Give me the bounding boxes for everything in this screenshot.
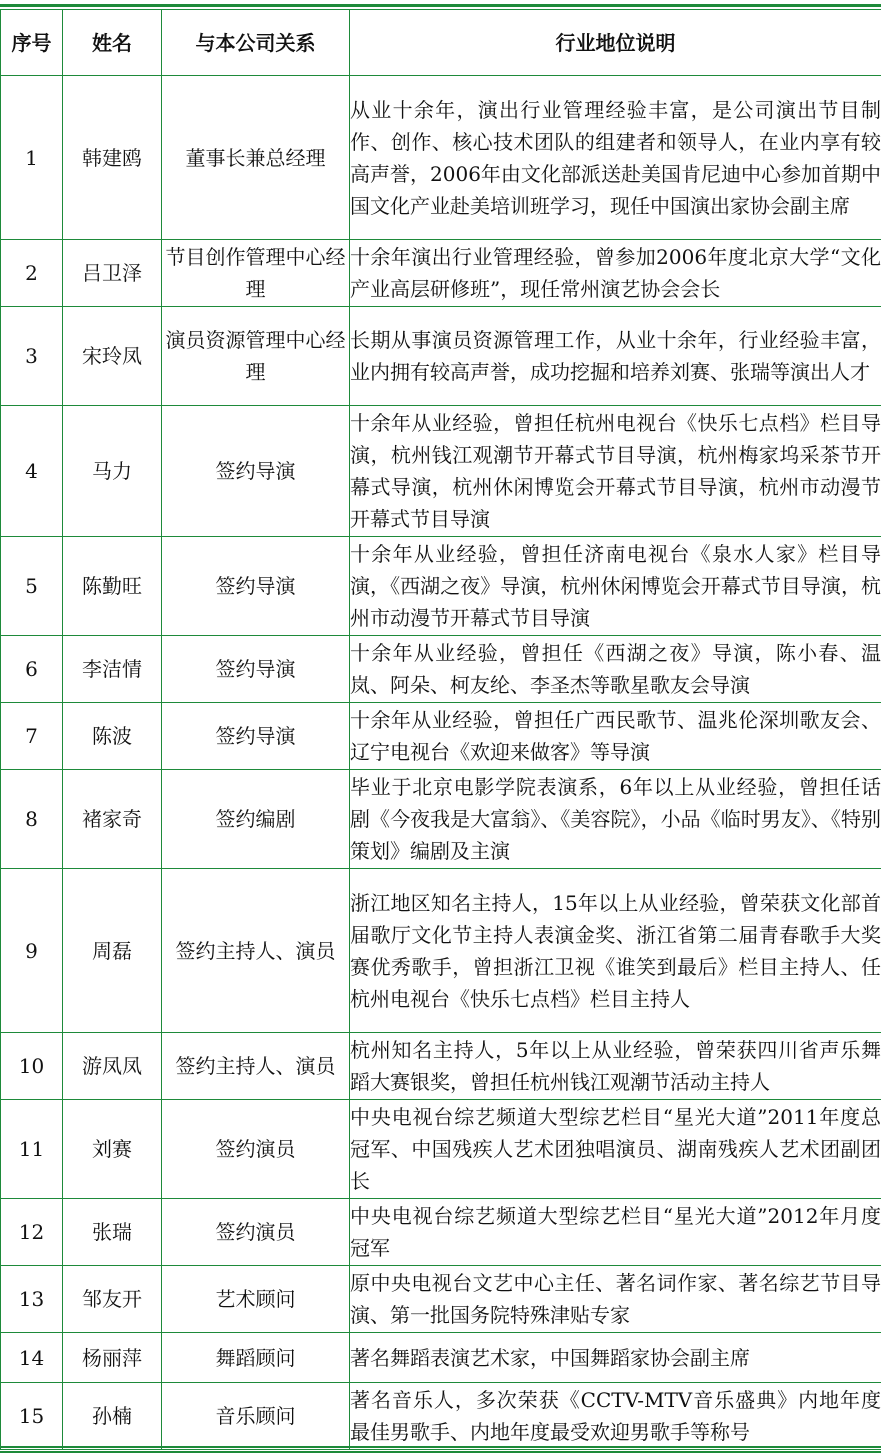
row-relation: 签约导演 — [162, 406, 350, 537]
row-description: 著名音乐人，多次荣获《CCTV-MTV音乐盛典》内地年度最佳男歌手、内地年度最受欢迎男歌手等称号 — [350, 1383, 881, 1450]
row-relation: 签约导演 — [162, 537, 350, 636]
row-name: 刘赛 — [63, 1100, 162, 1199]
top-rule — [0, 4, 881, 7]
row-name: 张瑞 — [63, 1199, 162, 1266]
row-index: 15 — [1, 1383, 63, 1450]
row-index: 13 — [1, 1266, 63, 1333]
row-description: 十余年从业经验，曾担任济南电视台《泉水人家》栏目导演，《西湖之夜》导演，杭州休闲博览会开幕式节目导演，杭州市动漫节开幕式节目导演 — [350, 537, 881, 636]
row-description: 中央电视台综艺频道大型综艺栏目“星光大道”2011年度总冠军、中国残疾人艺术团独唱演员、湖南残疾人艺术团副团长 — [350, 1100, 881, 1199]
row-index: 1 — [1, 76, 63, 240]
row-relation: 签约编剧 — [162, 770, 350, 869]
row-index: 4 — [1, 406, 63, 537]
row-description: 著名舞蹈表演艺术家，中国舞蹈家协会副主席 — [350, 1333, 881, 1383]
header-description: 行业地位说明 — [350, 10, 881, 76]
row-index: 3 — [1, 307, 63, 406]
row-name: 邹友开 — [63, 1266, 162, 1333]
row-description: 十余年从业经验，曾担任广西民歌节、温兆伦深圳歌友会、辽宁电视台《欢迎来做客》等导演 — [350, 703, 881, 770]
row-relation: 签约导演 — [162, 636, 350, 703]
row-description: 十余年从业经验，曾担任《西湖之夜》导演，陈小春、温岚、阿朵、柯友纶、李圣杰等歌星歌友会导演 — [350, 636, 881, 703]
table-row — [1, 703, 881, 770]
row-description: 十余年演出行业管理经验，曾参加2006年度北京大学“文化产业高层研修班”，现任常州演艺协会会长 — [350, 240, 881, 307]
header-name: 姓名 — [63, 10, 162, 76]
header-row — [1, 10, 881, 76]
table-row — [1, 1100, 881, 1199]
bottom-rule-secondary — [0, 1451, 881, 1453]
row-name: 游凤凤 — [63, 1033, 162, 1100]
row-description: 原中央电视台文艺中心主任、著名词作家、著名综艺节目导演、第一批国务院特殊津贴专家 — [350, 1266, 881, 1333]
row-name: 孙楠 — [63, 1383, 162, 1450]
row-relation: 音乐顾问 — [162, 1383, 350, 1450]
row-name: 韩建鸥 — [63, 76, 162, 240]
row-name: 宋玲凤 — [63, 307, 162, 406]
row-relation: 签约演员 — [162, 1199, 350, 1266]
row-index: 5 — [1, 537, 63, 636]
row-description: 毕业于北京电影学院表演系，6年以上从业经验，曾担任话剧《今夜我是大富翁》、《美容院》，小品《临时男友》、《特别策划》编剧及主演 — [350, 770, 881, 869]
row-index: 7 — [1, 703, 63, 770]
row-name: 吕卫泽 — [63, 240, 162, 307]
row-relation: 签约主持人、演员 — [162, 1033, 350, 1100]
row-index: 9 — [1, 869, 63, 1033]
row-name: 陈勤旺 — [63, 537, 162, 636]
table-row — [1, 636, 881, 703]
row-index: 12 — [1, 1199, 63, 1266]
table-row — [1, 869, 881, 1033]
row-name: 陈波 — [63, 703, 162, 770]
row-index: 8 — [1, 770, 63, 869]
row-index: 2 — [1, 240, 63, 307]
row-relation: 董事长兼总经理 — [162, 76, 350, 240]
row-description: 十余年从业经验，曾担任杭州电视台《快乐七点档》栏目导演，杭州钱江观潮节开幕式节目导演，杭州梅家坞采茶节开幕式导演，杭州休闲博览会开幕式节目导演，杭州市动漫节开幕式节目导演 — [350, 406, 881, 537]
table-row — [1, 76, 881, 240]
personnel-table — [0, 9, 881, 1450]
row-relation: 签约导演 — [162, 703, 350, 770]
row-relation: 舞蹈顾问 — [162, 1333, 350, 1383]
row-name: 李洁情 — [63, 636, 162, 703]
row-name: 杨丽萍 — [63, 1333, 162, 1383]
row-description: 从业十余年，演出行业管理经验丰富，是公司演出节目制作、创作、核心技术团队的组建者和领导人，在业内享有较高声誉，2006年由文化部派送赴美国肯尼迪中心参加首期中国文化产业赴美培训班学习，现任中国演出家协会副主席 — [350, 76, 881, 240]
row-relation: 签约演员 — [162, 1100, 350, 1199]
row-index: 11 — [1, 1100, 63, 1199]
header-index: 序号 — [1, 10, 63, 76]
row-relation: 艺术顾问 — [162, 1266, 350, 1333]
header-relation: 与本公司关系 — [162, 10, 350, 76]
row-relation: 签约主持人、演员 — [162, 869, 350, 1033]
row-index: 6 — [1, 636, 63, 703]
table-row — [1, 307, 881, 406]
bottom-rule — [0, 1446, 881, 1448]
row-relation: 演员资源管理中心经理 — [162, 307, 350, 406]
row-relation: 节目创作管理中心经理 — [162, 240, 350, 307]
table-row — [1, 537, 881, 636]
table-row — [1, 1383, 881, 1450]
row-description: 长期从事演员资源管理工作，从业十余年，行业经验丰富，业内拥有较高声誉，成功挖掘和培养刘赛、张瑞等演出人才 — [350, 307, 881, 406]
row-name: 褚家奇 — [63, 770, 162, 869]
table-row — [1, 1266, 881, 1333]
table-row — [1, 1333, 881, 1383]
table-row — [1, 406, 881, 537]
row-description: 中央电视台综艺频道大型综艺栏目“星光大道”2012年月度冠军 — [350, 1199, 881, 1266]
row-index: 14 — [1, 1333, 63, 1383]
table-row — [1, 1033, 881, 1100]
row-description: 浙江地区知名主持人，15年以上从业经验，曾荣获文化部首届歌厅文化节主持人表演金奖、浙江省第二届青春歌手大奖赛优秀歌手，曾担浙江卫视《谁笑到最后》栏目主持人、任杭州电视台《快乐七点档》栏目主持人 — [350, 869, 881, 1033]
row-name: 周磊 — [63, 869, 162, 1033]
row-index: 10 — [1, 1033, 63, 1100]
table-row — [1, 770, 881, 869]
table-row — [1, 240, 881, 307]
table-row — [1, 1199, 881, 1266]
row-description: 杭州知名主持人，5年以上从业经验，曾荣获四川省声乐舞蹈大赛银奖，曾担任杭州钱江观潮节活动主持人 — [350, 1033, 881, 1100]
row-name: 马力 — [63, 406, 162, 537]
